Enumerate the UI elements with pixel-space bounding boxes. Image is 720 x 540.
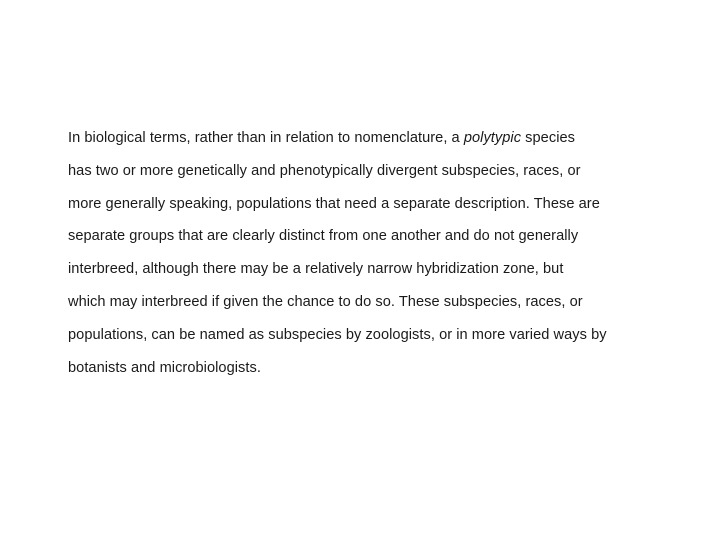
paragraph-line-4: separate groups that are clearly distinct from one another and do not generally xyxy=(68,228,579,245)
paragraph-line-8: botanists and microbiologists. xyxy=(68,359,261,376)
line-1-text-before: In biological terms, rather than in relation to nomenclature, a xyxy=(68,130,464,146)
paragraph-line-2: has two or more genetically and phenotypically divergent subspecies, races, or xyxy=(68,162,581,179)
paragraph-line-3: more generally speaking, populations that need a separate description. These are xyxy=(68,195,600,212)
line-1-text-after: species xyxy=(521,130,575,146)
paragraph-line-6: which may interbreed if given the chance to do so. These subspecies, races, or xyxy=(68,293,583,310)
paragraph-line-5: interbreed, although there may be a relatively narrow hybridization zone, but xyxy=(68,261,564,278)
paragraph-line-7: populations, can be named as subspecies by zoologists, or in more varied ways by xyxy=(68,326,607,343)
italic-term-polytypic: polytypic xyxy=(463,130,522,146)
body-paragraph xyxy=(68,122,678,384)
paragraph-line-1 xyxy=(68,122,678,155)
